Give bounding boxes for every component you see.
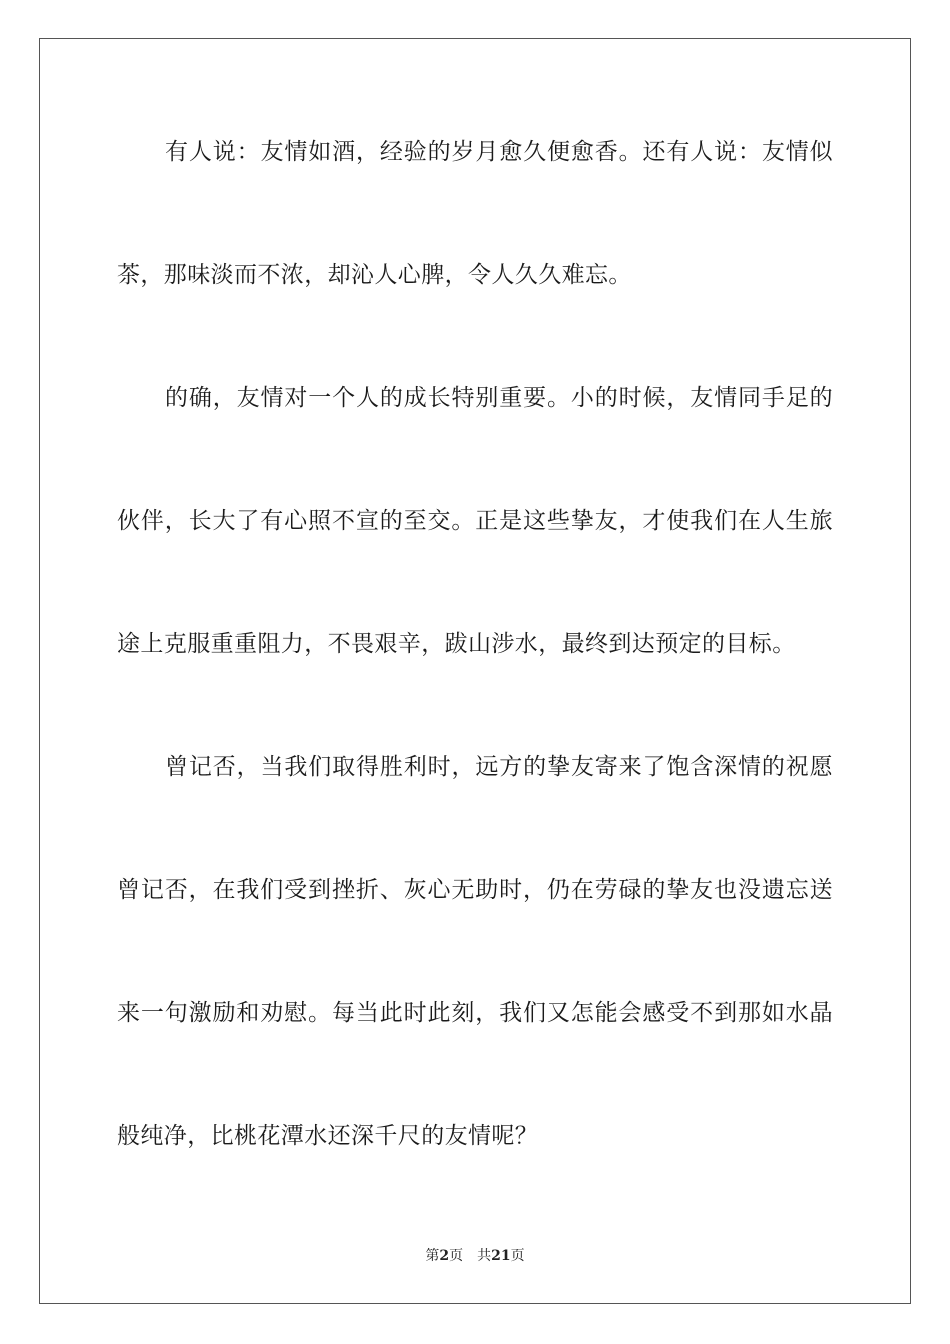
paragraph-3-line-1: 曾记否，当我们取得胜利时，远方的挚友寄来了饱含深情的祝愿: [165, 754, 833, 780]
paragraph-2-line-2: 伙伴，长大了有心照不宣的至交。正是这些挚友，才使我们在人生旅: [117, 508, 833, 534]
paragraph-3-line-4: 般纯净，比桃花潭水还深千尺的友情呢？: [117, 1123, 539, 1149]
paragraph-3-line-2: 曾记否，在我们受到挫折、灰心无助时，仍在劳碌的挚友也没遗忘送: [117, 877, 833, 903]
paragraph-2-line-3: 途上克服重重阻力，不畏艰辛，跋山涉水，最终到达预定的目标。: [117, 631, 796, 657]
footer-page-number: 2: [439, 1248, 450, 1264]
footer-total-prefix: 共: [477, 1248, 492, 1264]
footer-page-suffix: 页: [449, 1248, 464, 1264]
page-border: [39, 38, 911, 1304]
paragraph-2-line-1: 的确，友情对一个人的成长特别重要。小的时候，友情同手足的: [165, 385, 833, 411]
paragraph-1-line-1: 有人说：友情如酒，经验的岁月愈久便愈香。还有人说：友情似: [165, 139, 833, 165]
footer-total-suffix: 页: [510, 1248, 525, 1264]
paragraph-1-line-2: 茶，那味淡而不浓，却沁人心脾，令人久久难忘。: [117, 262, 632, 288]
footer-total-pages: 21: [491, 1248, 511, 1264]
footer-page-prefix: 第: [425, 1248, 440, 1264]
paragraph-3-line-3: 来一句激励和劝慰。每当此时此刻，我们又怎能会感受不到那如水晶: [117, 1000, 833, 1026]
page-footer: [0, 1247, 950, 1265]
